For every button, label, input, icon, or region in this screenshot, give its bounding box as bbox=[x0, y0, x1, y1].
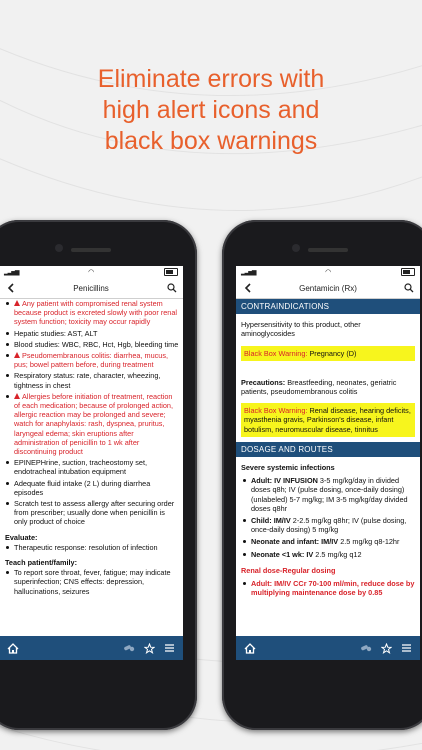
list-item: Allergies before initiation of treatment, reaction of each medication; because of prolonged action, allergic reaction may be prolonged and severe; watch for anaphylaxis: rash, dyspnea, pruritus, laryngeal edema; skin eruptions after administration of penicillin to 1 wk after discontinuing product bbox=[5, 392, 179, 456]
teach-list bbox=[0, 568, 183, 596]
chevron-left-icon bbox=[244, 283, 251, 293]
star-icon bbox=[381, 643, 392, 654]
headline bbox=[0, 64, 422, 157]
left-phone bbox=[0, 220, 197, 730]
dosage-header: DOSAGE AND ROUTES bbox=[236, 442, 420, 457]
index-tab[interactable] bbox=[164, 643, 175, 653]
list-item: Therapeutic response: resolution of infection bbox=[5, 543, 179, 552]
status-bar bbox=[0, 266, 183, 278]
list-item: Hepatic studies: AST, ALT bbox=[5, 329, 179, 338]
list-icon bbox=[164, 643, 175, 653]
search-button[interactable] bbox=[403, 282, 415, 294]
list-item: Neonate and infant: IM/IV 2.5 mg/kg q8-12hr bbox=[242, 537, 415, 546]
black-box-warning-text: Renal disease, hearing deficits, myasthenia gravis, Parkinson's disease, infant botulism, neuromuscular disease, tinnitus bbox=[244, 406, 411, 434]
home-tab[interactable] bbox=[7, 643, 19, 654]
list-icon bbox=[401, 643, 412, 653]
signal-icon: ▂▃▅▆ bbox=[241, 269, 256, 276]
back-button[interactable] bbox=[4, 282, 16, 294]
home-tab[interactable] bbox=[244, 643, 256, 654]
list-item: Pseudomembranous colitis: diarrhea, mucus, pus; bowel pattern before, during treatment bbox=[5, 351, 179, 369]
chevron-left-icon bbox=[7, 283, 14, 293]
list-item: To report sore throat, fever, fatigue; may indicate superinfection; CNS effects: depression, hallucinations, seizures bbox=[5, 568, 179, 596]
monograph-content bbox=[236, 299, 420, 636]
headline-line-1: Eliminate errors with bbox=[97, 65, 325, 93]
dosage-list bbox=[236, 476, 420, 559]
nav-title: Penicillins bbox=[73, 283, 109, 293]
back-button[interactable] bbox=[241, 282, 253, 294]
precautions bbox=[236, 364, 420, 400]
renal-dose-label: Renal dose-Regular dosing bbox=[241, 565, 336, 575]
list-item: Respiratory status: rate, character, wheezing, tightness in chest bbox=[5, 371, 179, 389]
evaluate-list bbox=[0, 543, 183, 552]
camera bbox=[55, 244, 63, 252]
black-box-warning-text: Pregnancy (D) bbox=[309, 348, 357, 358]
teach-label: Teach patient/family: bbox=[5, 558, 78, 568]
search-icon bbox=[404, 283, 414, 293]
hypersensitivity-text: Hypersensitivity to this product, other aminoglycosides bbox=[241, 320, 361, 339]
speaker bbox=[71, 248, 111, 252]
tab-bar bbox=[236, 636, 420, 660]
list-item: Any patient with compromised renal system because product is excreted slowly with poor renal system function; toxicity may occur rapidly bbox=[5, 299, 179, 327]
favorites-tab[interactable] bbox=[144, 643, 155, 654]
list-item: Child: IM/IV 2-2.5 mg/kg q8hr; IV (pulse dosing, once-daily dosing) 5 mg/kg bbox=[242, 516, 415, 534]
renal-list bbox=[236, 579, 420, 597]
speaker bbox=[308, 248, 348, 252]
headline-line-3: black box warnings bbox=[104, 127, 318, 155]
evaluate-label: Evaluate: bbox=[5, 532, 38, 542]
index-tab[interactable] bbox=[401, 643, 412, 653]
black-box-warning-2 bbox=[241, 403, 415, 437]
list-item: EPINEPHrine, suction, tracheostomy set, endotracheal intubation equipment bbox=[5, 458, 179, 476]
right-screen bbox=[236, 266, 420, 660]
nav-title: Gentamicin (Rx) bbox=[299, 283, 357, 293]
right-phone bbox=[222, 220, 422, 730]
list-item: Adult: IV INFUSION 3-5 mg/kg/day in divided doses q8h; IV (pulse dosing, once-daily dosing) (unlabeled) 5-7 mg/kg; IM 3-5 mg/kg/day divided doses q8hr bbox=[242, 476, 415, 513]
battery-icon bbox=[164, 268, 178, 276]
severe-infections-label: Severe systemic infections bbox=[241, 463, 335, 473]
high-alert-icon bbox=[14, 393, 20, 399]
pill-tab[interactable] bbox=[360, 643, 372, 653]
high-alert-icon bbox=[14, 352, 20, 358]
pill-tab[interactable] bbox=[123, 643, 135, 653]
assessment-list bbox=[0, 299, 183, 527]
nav-bar bbox=[236, 278, 420, 299]
high-alert-icon bbox=[14, 300, 20, 306]
pills-icon bbox=[123, 643, 135, 653]
headline-line-2: high alert icons and bbox=[102, 96, 320, 124]
list-item: Adequate fluid intake (2 L) during diarrhea episodes bbox=[5, 479, 179, 497]
list-item: Adult: IM/IV CCr 70-100 ml/min, reduce dose by multiplying maintenance dose by 0.85 bbox=[242, 579, 415, 597]
list-item: Blood studies: WBC, RBC, Hct, Hgb, bleeding time bbox=[5, 340, 179, 349]
contraindications-header: CONTRAINDICATIONS bbox=[236, 299, 420, 314]
home-icon bbox=[244, 643, 256, 654]
battery-icon bbox=[401, 268, 415, 276]
search-icon bbox=[167, 283, 177, 293]
nav-bar bbox=[0, 278, 183, 299]
tab-bar bbox=[0, 636, 183, 660]
precautions-label: Precautions: bbox=[241, 377, 286, 387]
precautions-text: Breastfeeding, neonates, geriatric patients, pseudomembranous colitis bbox=[241, 377, 397, 397]
black-box-warning-1 bbox=[241, 346, 415, 361]
pills-icon bbox=[360, 643, 372, 653]
camera bbox=[292, 244, 300, 252]
favorites-tab[interactable] bbox=[381, 643, 392, 654]
signal-icon: ▂▃▅▆ bbox=[4, 269, 19, 276]
black-box-warning-label: Black Box Warning: bbox=[244, 348, 308, 358]
wifi-icon: ◠ bbox=[88, 269, 95, 276]
left-screen bbox=[0, 266, 183, 660]
home-icon bbox=[7, 643, 19, 654]
status-bar bbox=[236, 266, 420, 278]
list-item: Neonate <1 wk: IV 2.5 mg/kg q12 bbox=[242, 550, 415, 559]
monograph-content bbox=[0, 299, 183, 636]
list-item: Scratch test to assess allergy after securing order from prescriber; usually done when penicillin is only product of choice bbox=[5, 499, 179, 527]
black-box-warning-label: Black Box Warning: bbox=[244, 406, 308, 416]
search-button[interactable] bbox=[166, 282, 178, 294]
star-icon bbox=[144, 643, 155, 654]
wifi-icon: ◠ bbox=[325, 269, 332, 276]
